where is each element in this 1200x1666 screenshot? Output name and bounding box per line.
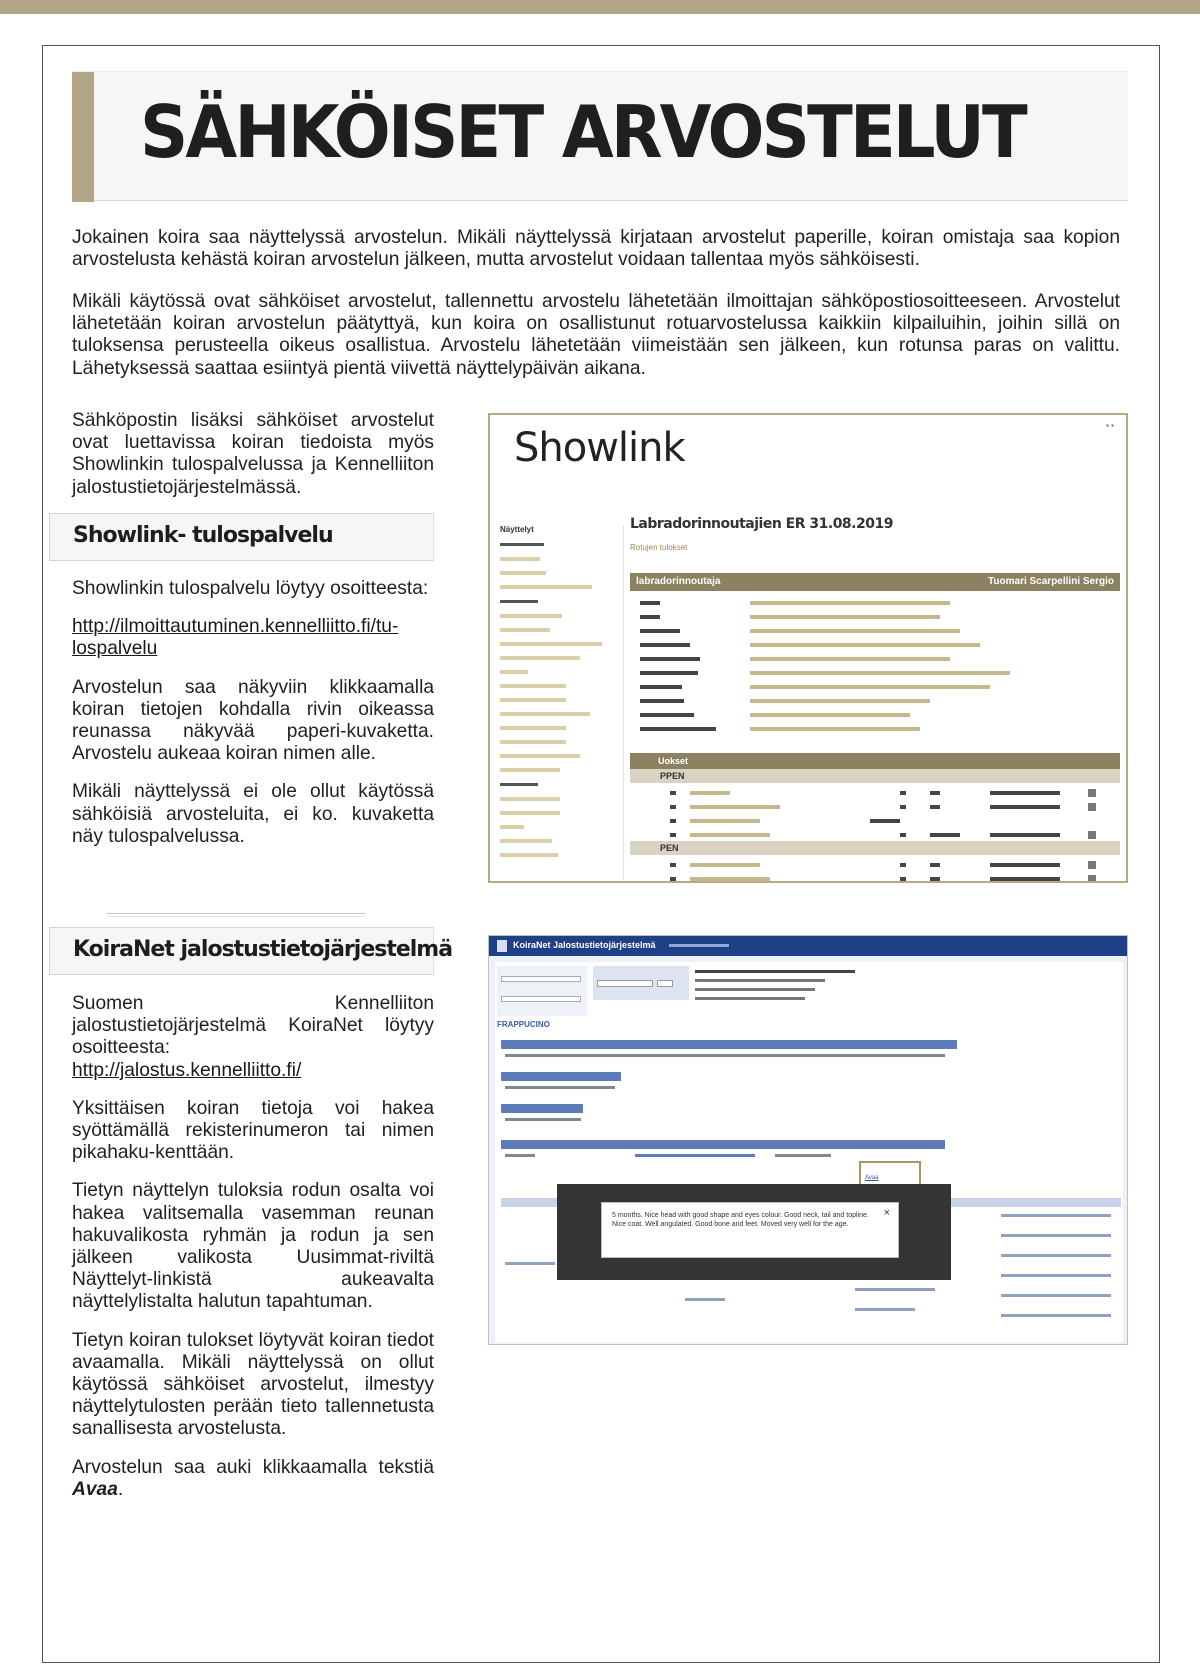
koiranet-text-block xyxy=(72,993,434,1517)
koiranet-heading: KoiraNet jalostustietojärjestelmä xyxy=(73,937,453,962)
nav-item[interactable] xyxy=(500,642,602,646)
nav-item[interactable] xyxy=(500,726,566,730)
nav-item[interactable] xyxy=(500,628,550,632)
nav-item[interactable] xyxy=(500,571,546,575)
koiranet-url-link[interactable]: http://jalostus.kennelliitto.fi/ xyxy=(72,1059,302,1081)
koiranet-dog-name: FRAPPUCINO xyxy=(497,1020,550,1029)
showlink-breed-bar xyxy=(630,573,1120,591)
result-row[interactable] xyxy=(640,805,1110,809)
award-row xyxy=(640,615,1110,619)
nav-item[interactable] xyxy=(500,811,560,815)
showlink-logo: Showlink xyxy=(514,425,685,471)
showlink-sidebar xyxy=(494,525,624,883)
award-row xyxy=(640,643,1110,647)
award-row xyxy=(640,671,1110,675)
koiranet-filter-panel xyxy=(497,966,587,1016)
open-text-post: . xyxy=(117,1478,124,1500)
nav-item[interactable] xyxy=(500,614,562,618)
nav-month xyxy=(500,783,538,786)
nav-month xyxy=(500,543,544,546)
nav-item[interactable] xyxy=(500,684,566,688)
award-row xyxy=(640,601,1110,605)
title-banner xyxy=(72,71,1128,201)
showlink-section-header xyxy=(49,513,434,561)
koiranet-show-search-text: Tietyn näyttelyn tuloksia rodun osalta voi hakea valitsemalla vasemman reunan hakuvalikosta ryhmän ja rodun ja sen jälkeen valikosta Uusimmat-riviltä Näyttelyt-linkistä aukeavalta näyttelylistalta halutun tapahtuman. xyxy=(72,1180,434,1313)
result-row[interactable] xyxy=(640,833,1110,837)
title-accent-stripe xyxy=(72,72,94,202)
award-row xyxy=(640,685,1110,689)
owner-header xyxy=(501,1104,583,1113)
result-row[interactable] xyxy=(640,791,1110,795)
nav-item[interactable] xyxy=(500,670,528,674)
koiranet-content xyxy=(495,962,1123,1342)
nav-item[interactable] xyxy=(500,740,566,744)
showlink-url-line-1: http://ilmoittautuminen.kennelliitto.fi/tu- xyxy=(72,616,399,638)
section-divider xyxy=(107,913,365,917)
koiranet-open-text xyxy=(72,1457,434,1501)
koiranet-top-bar xyxy=(489,936,1128,956)
quick-search-input[interactable] xyxy=(597,980,653,987)
award-row xyxy=(640,629,1110,633)
koiranet-app-title: KoiraNet Jalostustietojärjestelmä xyxy=(513,940,656,950)
showlink-class-ppen: PPEN xyxy=(660,771,685,781)
quick-search-button[interactable] xyxy=(657,980,673,987)
open-text-pre: Arvostelun saa auki klikkaamalla tekstiä xyxy=(72,1456,434,1478)
showlink-screenshot xyxy=(488,413,1128,883)
result-row[interactable] xyxy=(640,877,1110,881)
showlink-class-pen: PEN xyxy=(660,843,679,853)
showlink-event-subtitle[interactable]: Rotujen tulokset xyxy=(630,543,688,552)
showlink-note: Mikäli näyttelyssä ei ole ollut käytössä sähköisiä arvosteluita, ei ko. kuvaketta näy tulospalvelussa. xyxy=(72,781,434,847)
nav-month xyxy=(500,600,538,603)
review-text: 5 months. Nice head with good shape and eyes colour. Good neck, tail and topline. Nice coat. Well angulated. Good bone and feet. Moved very well for the age. xyxy=(612,1212,869,1228)
koiranet-address-text: Suomen Kennelliiton jalostustietojärjestelmä KoiraNet löytyy osoitteesta: xyxy=(72,993,434,1059)
nav-item[interactable] xyxy=(500,754,580,758)
award-row xyxy=(640,727,1110,731)
nav-item[interactable] xyxy=(500,768,560,772)
nav-item[interactable] xyxy=(500,797,560,801)
koiranet-section-header xyxy=(49,927,453,975)
showlink-nav-heading: Näyttelyt xyxy=(500,525,534,534)
showlink-breed-name: labradorinnoutaja xyxy=(636,576,721,587)
showlink-text-block xyxy=(72,578,434,864)
showlink-address-intro: Showlinkin tulospalvelu löytyy osoitteesta: xyxy=(72,578,429,599)
award-row xyxy=(640,713,1110,717)
language-flags-icon: ▪ ▪ xyxy=(1106,421,1114,430)
quick-search-panel xyxy=(593,966,689,1000)
nav-item[interactable] xyxy=(500,656,580,660)
open-review-link[interactable]: Avaa xyxy=(865,1175,879,1181)
nav-item[interactable] xyxy=(500,839,552,843)
breed-select[interactable] xyxy=(501,996,581,1002)
award-row xyxy=(640,699,1110,703)
showlink-instructions: Arvostelun saa näkyviin klikkaamalla koiran tietojen kohdalla rivin oikeassa reunassa näkyvää paperi-kuvaketta. Arvostelu aukeaa koiran nimen alle. xyxy=(72,676,434,765)
nav-item[interactable] xyxy=(500,698,566,702)
result-row[interactable] xyxy=(640,863,1110,867)
nav-item[interactable] xyxy=(500,557,540,561)
showlink-heading: Showlink- tulospalvelu xyxy=(73,523,333,548)
left-column-upper xyxy=(72,410,434,515)
intro-paragraph-1: Jokainen koira saa näyttelyssä arvostelun. Mikäli näyttelyssä kirjataan arvostelut paperille, koiran omistaja saa kopion arvostelusta kehästä koiran arvostelun jälkeen, mutta arvostelut voidaan tallentaa myös sähköisesti. xyxy=(72,227,1120,271)
showlink-event-title: Labradorinnoutajien ER 31.08.2019 xyxy=(630,516,893,532)
koiranet-search-text: Yksittäisen koiran tietoja voi hakea syöttämällä rekisterinumeron tai nimen pikahaku-kenttään. xyxy=(72,1097,434,1164)
showlink-results-label: Uokset xyxy=(658,756,689,766)
showlink-results-bar xyxy=(630,753,1120,783)
close-icon[interactable]: × xyxy=(883,1207,890,1219)
koiranet-results-text: Tietyn koiran tulokset löytyvät koiran tiedot avaamalla. Mikäli näyttelyssä on ollut käytössä sähköiset arvostelut, ilmestyy näyttelytulosten perään tieto tallennetusta sanallisesta arvostelusta. xyxy=(72,1329,434,1440)
open-text-em: Avaa xyxy=(72,1478,118,1500)
basic-info-header xyxy=(501,1040,957,1049)
page-title: SÄHKÖISET ARVOSTELUT xyxy=(140,90,1025,174)
registration-header xyxy=(501,1072,621,1081)
review-popup xyxy=(601,1202,899,1258)
top-accent-bar xyxy=(0,0,1200,14)
showlink-class-bar xyxy=(630,841,1120,855)
result-row[interactable] xyxy=(640,819,1110,823)
koiranet-address-intro xyxy=(72,993,434,1082)
intro-paragraph-2: Mikäli käytössä ovat sähköiset arvostelut, tallennettu arvostelu lähetetään ilmoittajan sähköpostiosoitteeseen. Arvostelut lähetetään koiran arvostelun päätyttyä, kun koira on osallistunut rotuarvostelussa kaikkiin kilpailuihin, joihin sillä on tuloksensa perusteella oikeus osallistua. Arvostelu lähetetään viimeistään sen jälkeen, kun rotunsa paras on valittu. Lähetyksessä saattaa esiintyä pientä viivettä näyttelypäivän aikana. xyxy=(72,291,1120,379)
nav-item[interactable] xyxy=(500,825,524,829)
showlink-judge: Tuomari Scarpellini Sergio xyxy=(988,576,1114,587)
intro-text: Sähköpostin lisäksi sähköiset arvostelut ovat luettavissa koiran tiedoista myös Showlinkin tulospalvelussa ja Kennelliiton jalostustietojärjestelmässä. xyxy=(72,410,434,498)
koiranet-screenshot xyxy=(488,935,1128,1345)
nav-item[interactable] xyxy=(500,853,558,857)
show-results-header xyxy=(501,1140,945,1149)
nav-item[interactable] xyxy=(500,712,590,716)
nav-item[interactable] xyxy=(500,585,592,589)
group-select[interactable] xyxy=(501,976,581,982)
showlink-url-line-2: lospalvelu xyxy=(72,638,158,660)
award-row xyxy=(640,657,1110,661)
showlink-url-link[interactable] xyxy=(72,616,434,660)
database-icon xyxy=(497,940,507,952)
